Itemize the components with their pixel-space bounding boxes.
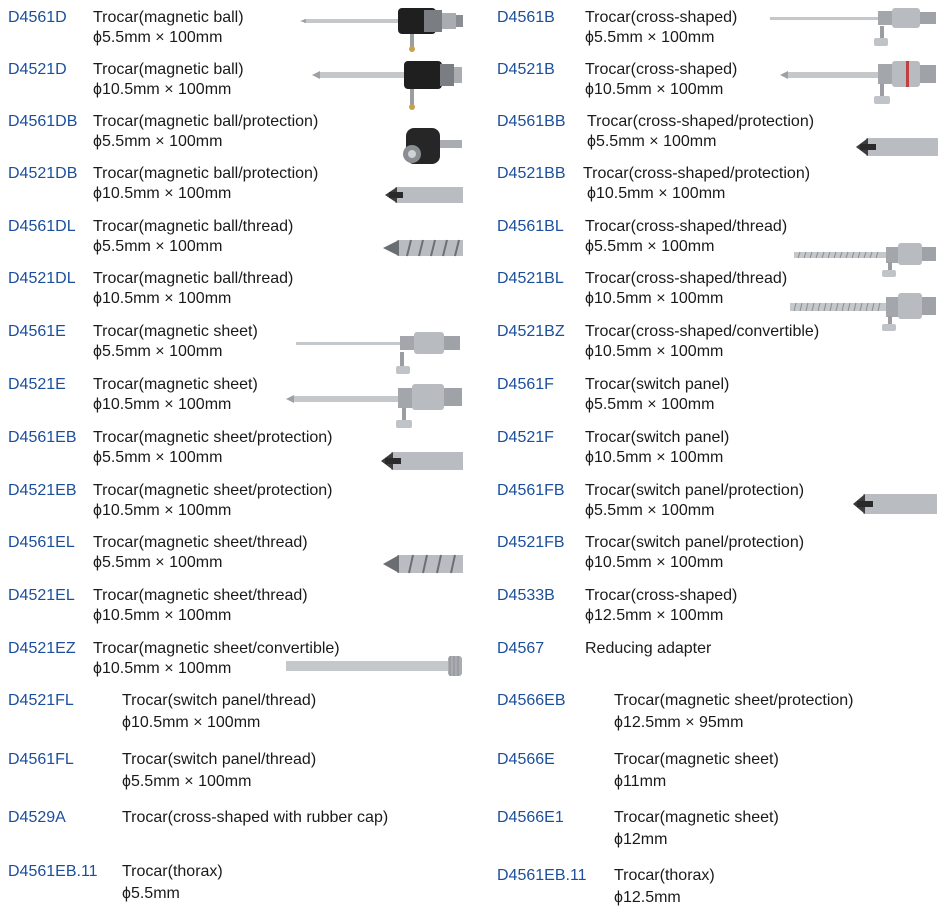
product-code: D4561EB (8, 429, 77, 446)
catalog-item (497, 691, 937, 737)
product-spec: ϕ10.5mm × 100mm (93, 502, 232, 519)
product-code: D4561FB (497, 482, 565, 499)
protection-tip-icon (385, 183, 463, 207)
product-spec: ϕ5.5mm × 100mm (585, 29, 715, 46)
product-name: Trocar(magnetic ball) (93, 9, 244, 26)
product-code: D4521EB (8, 482, 77, 499)
product-name: Trocar(thorax) (122, 863, 223, 880)
product-name: Trocar(cross-shaped/protection) (583, 165, 811, 182)
product-code: D4521F (497, 429, 554, 446)
product-code: D4521D (8, 61, 67, 78)
product-code: D4521BL (497, 270, 564, 287)
product-spec: ϕ10.5mm × 100mm (585, 81, 724, 98)
product-code: D4521EL (8, 587, 75, 604)
product-name: Trocar(cross-shaped/convertible) (585, 323, 820, 340)
product-name: Trocar(cross-shaped/thread) (585, 270, 788, 287)
catalog-item (8, 691, 478, 737)
catalog-item (8, 862, 478, 908)
product-name: Trocar(magnetic ball/thread) (93, 218, 294, 235)
product-code: D4561FL (8, 751, 74, 768)
product-name: Trocar(switch panel/protection) (585, 534, 805, 551)
product-name: Trocar(magnetic ball) (93, 61, 244, 78)
product-spec: ϕ12mm (614, 831, 668, 848)
catalog-item (497, 586, 937, 632)
product-name: Trocar(switch panel/protection) (585, 482, 805, 499)
product-name: Trocar(magnetic sheet/protection) (93, 429, 333, 446)
product-spec: ϕ10.5mm × 100mm (93, 396, 232, 413)
product-spec: ϕ5.5mm × 100mm (122, 773, 252, 790)
product-code: D4561B (497, 9, 555, 26)
product-name: Trocar(magnetic sheet) (614, 809, 779, 826)
catalog-item (497, 428, 937, 474)
product-name: Trocar(cross-shaped) (585, 61, 738, 78)
product-name: Trocar(cross-shaped) (585, 587, 738, 604)
product-name: Trocar(magnetic sheet/thread) (93, 534, 308, 551)
product-spec: ϕ10.5mm × 100mm (93, 81, 232, 98)
product-code: D4561D (8, 9, 67, 26)
product-name: Trocar(magnetic ball/thread) (93, 270, 294, 287)
product-spec: ϕ12.5mm (614, 889, 681, 906)
product-code: D4561EB.11 (8, 863, 98, 880)
product-name: Trocar(cross-shaped) (585, 9, 738, 26)
catalog-item (497, 639, 937, 669)
product-spec: ϕ12.5mm × 95mm (614, 714, 744, 731)
product-spec: ϕ5.5mm × 100mm (93, 449, 223, 466)
product-name: Trocar(magnetic sheet) (93, 376, 258, 393)
protection-tip-icon (856, 134, 938, 160)
product-code: D4561F (497, 376, 554, 393)
product-code: D4521FL (8, 692, 74, 709)
product-name: Trocar(thorax) (614, 867, 715, 884)
trocar-cross-icon (768, 4, 938, 52)
product-name: Trocar(cross-shaped/thread) (585, 218, 788, 235)
product-code: D4566EB (497, 692, 566, 709)
catalog-item (497, 164, 937, 210)
convertible-tube-icon (286, 653, 464, 679)
trocar-sheet-icon (286, 380, 466, 432)
product-spec: ϕ10.5mm × 100mm (93, 290, 232, 307)
product-name: Trocar(magnetic sheet) (614, 751, 779, 768)
product-spec: ϕ5.5mm × 100mm (93, 554, 223, 571)
product-spec: ϕ10.5mm × 100mm (585, 290, 724, 307)
product-code: D4521BZ (497, 323, 565, 340)
catalog-item (8, 481, 478, 527)
catalog-item (8, 269, 478, 315)
product-name: Trocar(magnetic ball/protection) (93, 113, 319, 130)
product-spec: ϕ5.5mm × 100mm (585, 396, 715, 413)
product-spec: ϕ10.5mm × 100mm (585, 449, 724, 466)
product-spec: ϕ5.5mm × 100mm (93, 238, 223, 255)
catalog-item (497, 533, 937, 579)
trocar-sheet-icon (292, 328, 464, 378)
catalog-item (8, 586, 478, 632)
product-name: Trocar(switch panel) (585, 376, 730, 393)
product-code: D4533B (497, 587, 555, 604)
product-code: D4521BB (497, 165, 566, 182)
product-name: Trocar(magnetic sheet) (93, 323, 258, 340)
product-spec: ϕ5.5mm (122, 885, 180, 902)
product-name: Trocar(magnetic sheet/convertible) (93, 640, 340, 657)
product-name: Reducing adapter (585, 640, 712, 657)
product-code: D4521EZ (8, 640, 76, 657)
product-code: D4561EL (8, 534, 75, 551)
product-name: Trocar(magnetic sheet/protection) (93, 482, 333, 499)
thread-tip-icon (383, 551, 463, 577)
product-name: Trocar(magnetic sheet/protection) (614, 692, 854, 709)
product-code: D4521DL (8, 270, 76, 287)
product-spec: ϕ10.5mm × 100mm (93, 607, 232, 624)
trocar-magnetic-ball-icon (300, 4, 465, 52)
product-code: D4566E1 (497, 809, 564, 826)
product-code: D4561E (8, 323, 66, 340)
product-code: D4566E (497, 751, 555, 768)
product-name: Trocar(cross-shaped/protection) (587, 113, 815, 130)
catalog-item (497, 808, 937, 854)
product-spec: ϕ5.5mm × 100mm (93, 343, 223, 360)
product-spec: ϕ5.5mm × 100mm (587, 133, 717, 150)
catalog-item (497, 375, 937, 421)
product-spec: ϕ10.5mm × 100mm (93, 660, 232, 677)
catalog-item (8, 750, 478, 796)
product-name: Trocar(switch panel) (585, 429, 730, 446)
product-spec: ϕ5.5mm × 100mm (93, 29, 223, 46)
product-spec: ϕ5.5mm × 100mm (585, 238, 715, 255)
product-name: Trocar(magnetic ball/protection) (93, 165, 319, 182)
product-name: Trocar(magnetic sheet/thread) (93, 587, 308, 604)
product-spec: ϕ10.5mm × 100mm (587, 185, 726, 202)
product-name: Trocar(cross-shaped with rubber cap) (122, 809, 389, 826)
product-code: D4561BL (497, 218, 564, 235)
product-spec: ϕ11mm (614, 773, 667, 790)
product-code: D4567 (497, 640, 545, 657)
thread-tip-icon (383, 236, 463, 260)
product-spec: ϕ5.5mm × 100mm (585, 502, 715, 519)
product-code: D4521B (497, 61, 555, 78)
product-name: Trocar(switch panel/thread) (122, 751, 317, 768)
product-code: D4529A (8, 809, 66, 826)
valve-cap-icon (398, 126, 462, 170)
product-spec: ϕ12.5mm × 100mm (585, 607, 724, 624)
product-code: D4521E (8, 376, 66, 393)
product-code: D4561DB (8, 113, 78, 130)
product-code: D4521DB (8, 165, 78, 182)
product-code: D4561DL (8, 218, 76, 235)
trocar-cross-icon (780, 58, 938, 108)
trocar-thread-icon (786, 290, 938, 334)
product-spec: ϕ10.5mm × 100mm (93, 185, 232, 202)
protection-tip-icon (381, 448, 463, 474)
product-spec: ϕ10.5mm × 100mm (585, 554, 724, 571)
catalog-item (497, 750, 937, 796)
product-code: D4561BB (497, 113, 566, 130)
product-spec: ϕ10.5mm × 100mm (585, 343, 724, 360)
catalog-item (8, 808, 478, 838)
product-code: D4521FB (497, 534, 565, 551)
product-code: D4561EB.11 (497, 867, 587, 884)
trocar-thread-icon (790, 240, 938, 280)
trocar-magnetic-ball-icon (312, 55, 464, 111)
product-spec: ϕ5.5mm × 100mm (93, 133, 223, 150)
catalog-item (497, 866, 937, 912)
product-spec: ϕ10.5mm × 100mm (122, 714, 261, 731)
protection-tip-icon (853, 490, 937, 518)
product-name: Trocar(switch panel/thread) (122, 692, 317, 709)
